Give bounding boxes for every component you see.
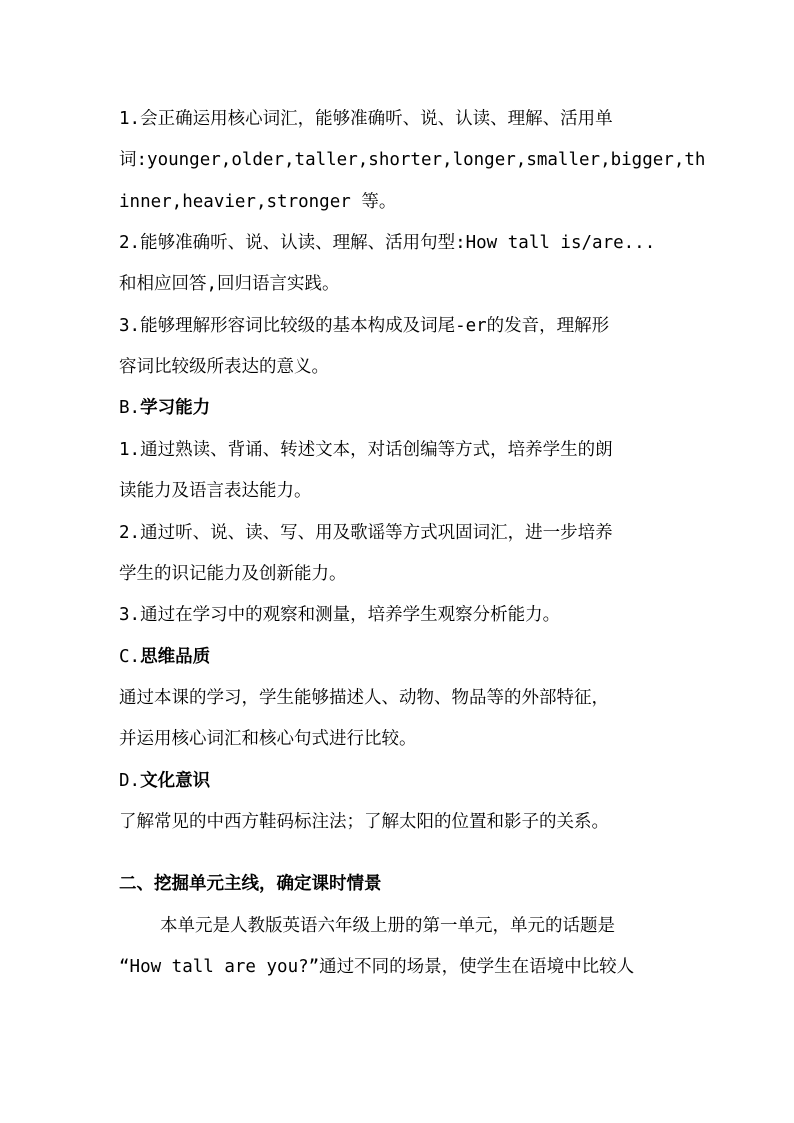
section-d-prefix: D.	[119, 771, 141, 791]
section-two-body-line2: “How tall are you?”通过不同的场景，使学生在语境中比较人	[119, 957, 635, 977]
section-b3-line1: 3.通过在学习中的观察和测量，培养学生观察分析能力。	[119, 605, 561, 625]
objective-a1-line2: 词:younger,older,taller,shorter,longer,smaller,bigger,th	[119, 150, 706, 170]
section-c-heading	[119, 646, 210, 668]
objective-a1-line1: 1.会正确运用核心词汇，能够准确听、说、认读、理解、活用单	[119, 109, 613, 129]
section-b-prefix: B.	[119, 398, 141, 418]
section-two-heading: 二、挖掘单元主线，确定课时情景	[119, 874, 382, 894]
section-b1-line1: 1.通过熟读、背诵、转述文本，对话创编等方式，培养学生的朗	[119, 440, 613, 460]
section-b2-line1: 2.通过听、说、读、写、用及歌谣等方式巩固词汇，进一步培养	[119, 523, 613, 543]
objective-a1-line3: inner,heavier,stronger 等。	[119, 192, 397, 212]
section-two-body-line1: 本单元是人教版英语六年级上册的第一单元，单元的话题是	[160, 916, 615, 936]
section-b2-line2: 学生的识记能力及创新能力。	[119, 564, 347, 584]
section-d-title: 文化意识	[140, 771, 211, 791]
section-b1-line2: 读能力及语言表达能力。	[119, 481, 312, 501]
section-c-body-line1: 通过本课的学习，学生能够描述人、动物、物品等的外部特征，	[119, 688, 609, 708]
section-b-heading	[119, 397, 210, 419]
section-c-title: 思维品质	[140, 647, 211, 667]
section-d-heading	[119, 770, 210, 792]
section-c-prefix: C.	[119, 647, 141, 667]
section-b-title: 学习能力	[140, 398, 211, 418]
objective-a3-line2: 容词比较级所表达的意义。	[119, 357, 329, 377]
section-c-body-line2: 并运用核心词汇和核心句式进行比较。	[119, 729, 417, 749]
section-d-body-line1: 了解常见的中西方鞋码标注法；了解太阳的位置和影子的关系。	[119, 812, 609, 832]
objective-a2-line2: 和相应回答,回归语言实践。	[119, 274, 340, 294]
objective-a2-line1: 2.能够准确听、说、认读、理解、活用句型:How tall is/are...	[119, 233, 656, 253]
objective-a3-line1: 3.能够理解形容词比较级的基本构成及词尾-er的发音，理解形	[119, 316, 610, 336]
